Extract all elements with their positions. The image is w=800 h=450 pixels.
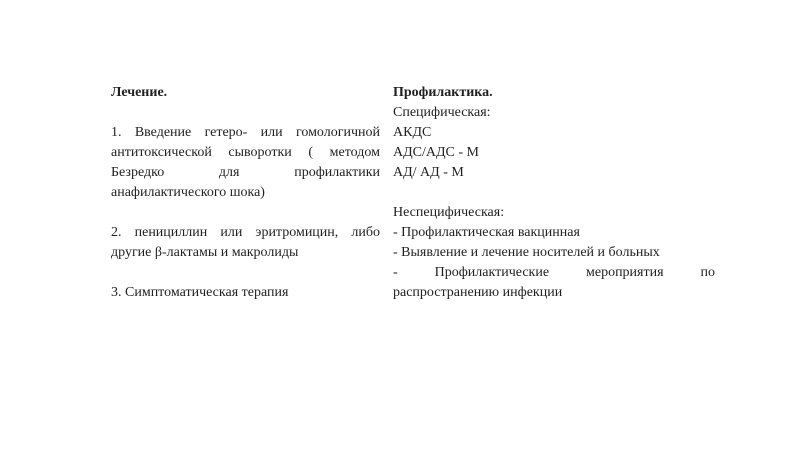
nonspecific-item: - Выявление и лечение носителей и больных bbox=[393, 245, 660, 260]
nonspecific-title: Неспецифическая: bbox=[393, 205, 505, 220]
nonspecific-item: - Профилактическая вакцинная bbox=[393, 225, 580, 240]
specific-item: АД/ АД - М bbox=[393, 165, 464, 180]
nonspecific-item: - Профилактические мероприятия по распространению инфекции bbox=[393, 265, 715, 300]
specific-item: АКДС bbox=[393, 125, 432, 140]
prevention-column bbox=[393, 83, 715, 303]
treatment-column bbox=[111, 83, 380, 303]
treatment-item-3: 3. Симптоматическая терапия bbox=[111, 285, 289, 300]
treatment-item-1: 1. Введение гетеро- или гомологичной антитоксической сыворотки ( методом Безредко для профилактики анафилактического шока) bbox=[111, 125, 380, 200]
specific-title: Специфическая: bbox=[393, 105, 491, 120]
treatment-item-2: 2. пенициллин или эритромицин, либо другие β-лактамы и макролиды bbox=[111, 225, 380, 260]
prevention-heading: Профилактика. bbox=[393, 85, 493, 100]
specific-item: АДС/АДС - М bbox=[393, 145, 479, 160]
treatment-heading: Лечение. bbox=[111, 85, 168, 100]
